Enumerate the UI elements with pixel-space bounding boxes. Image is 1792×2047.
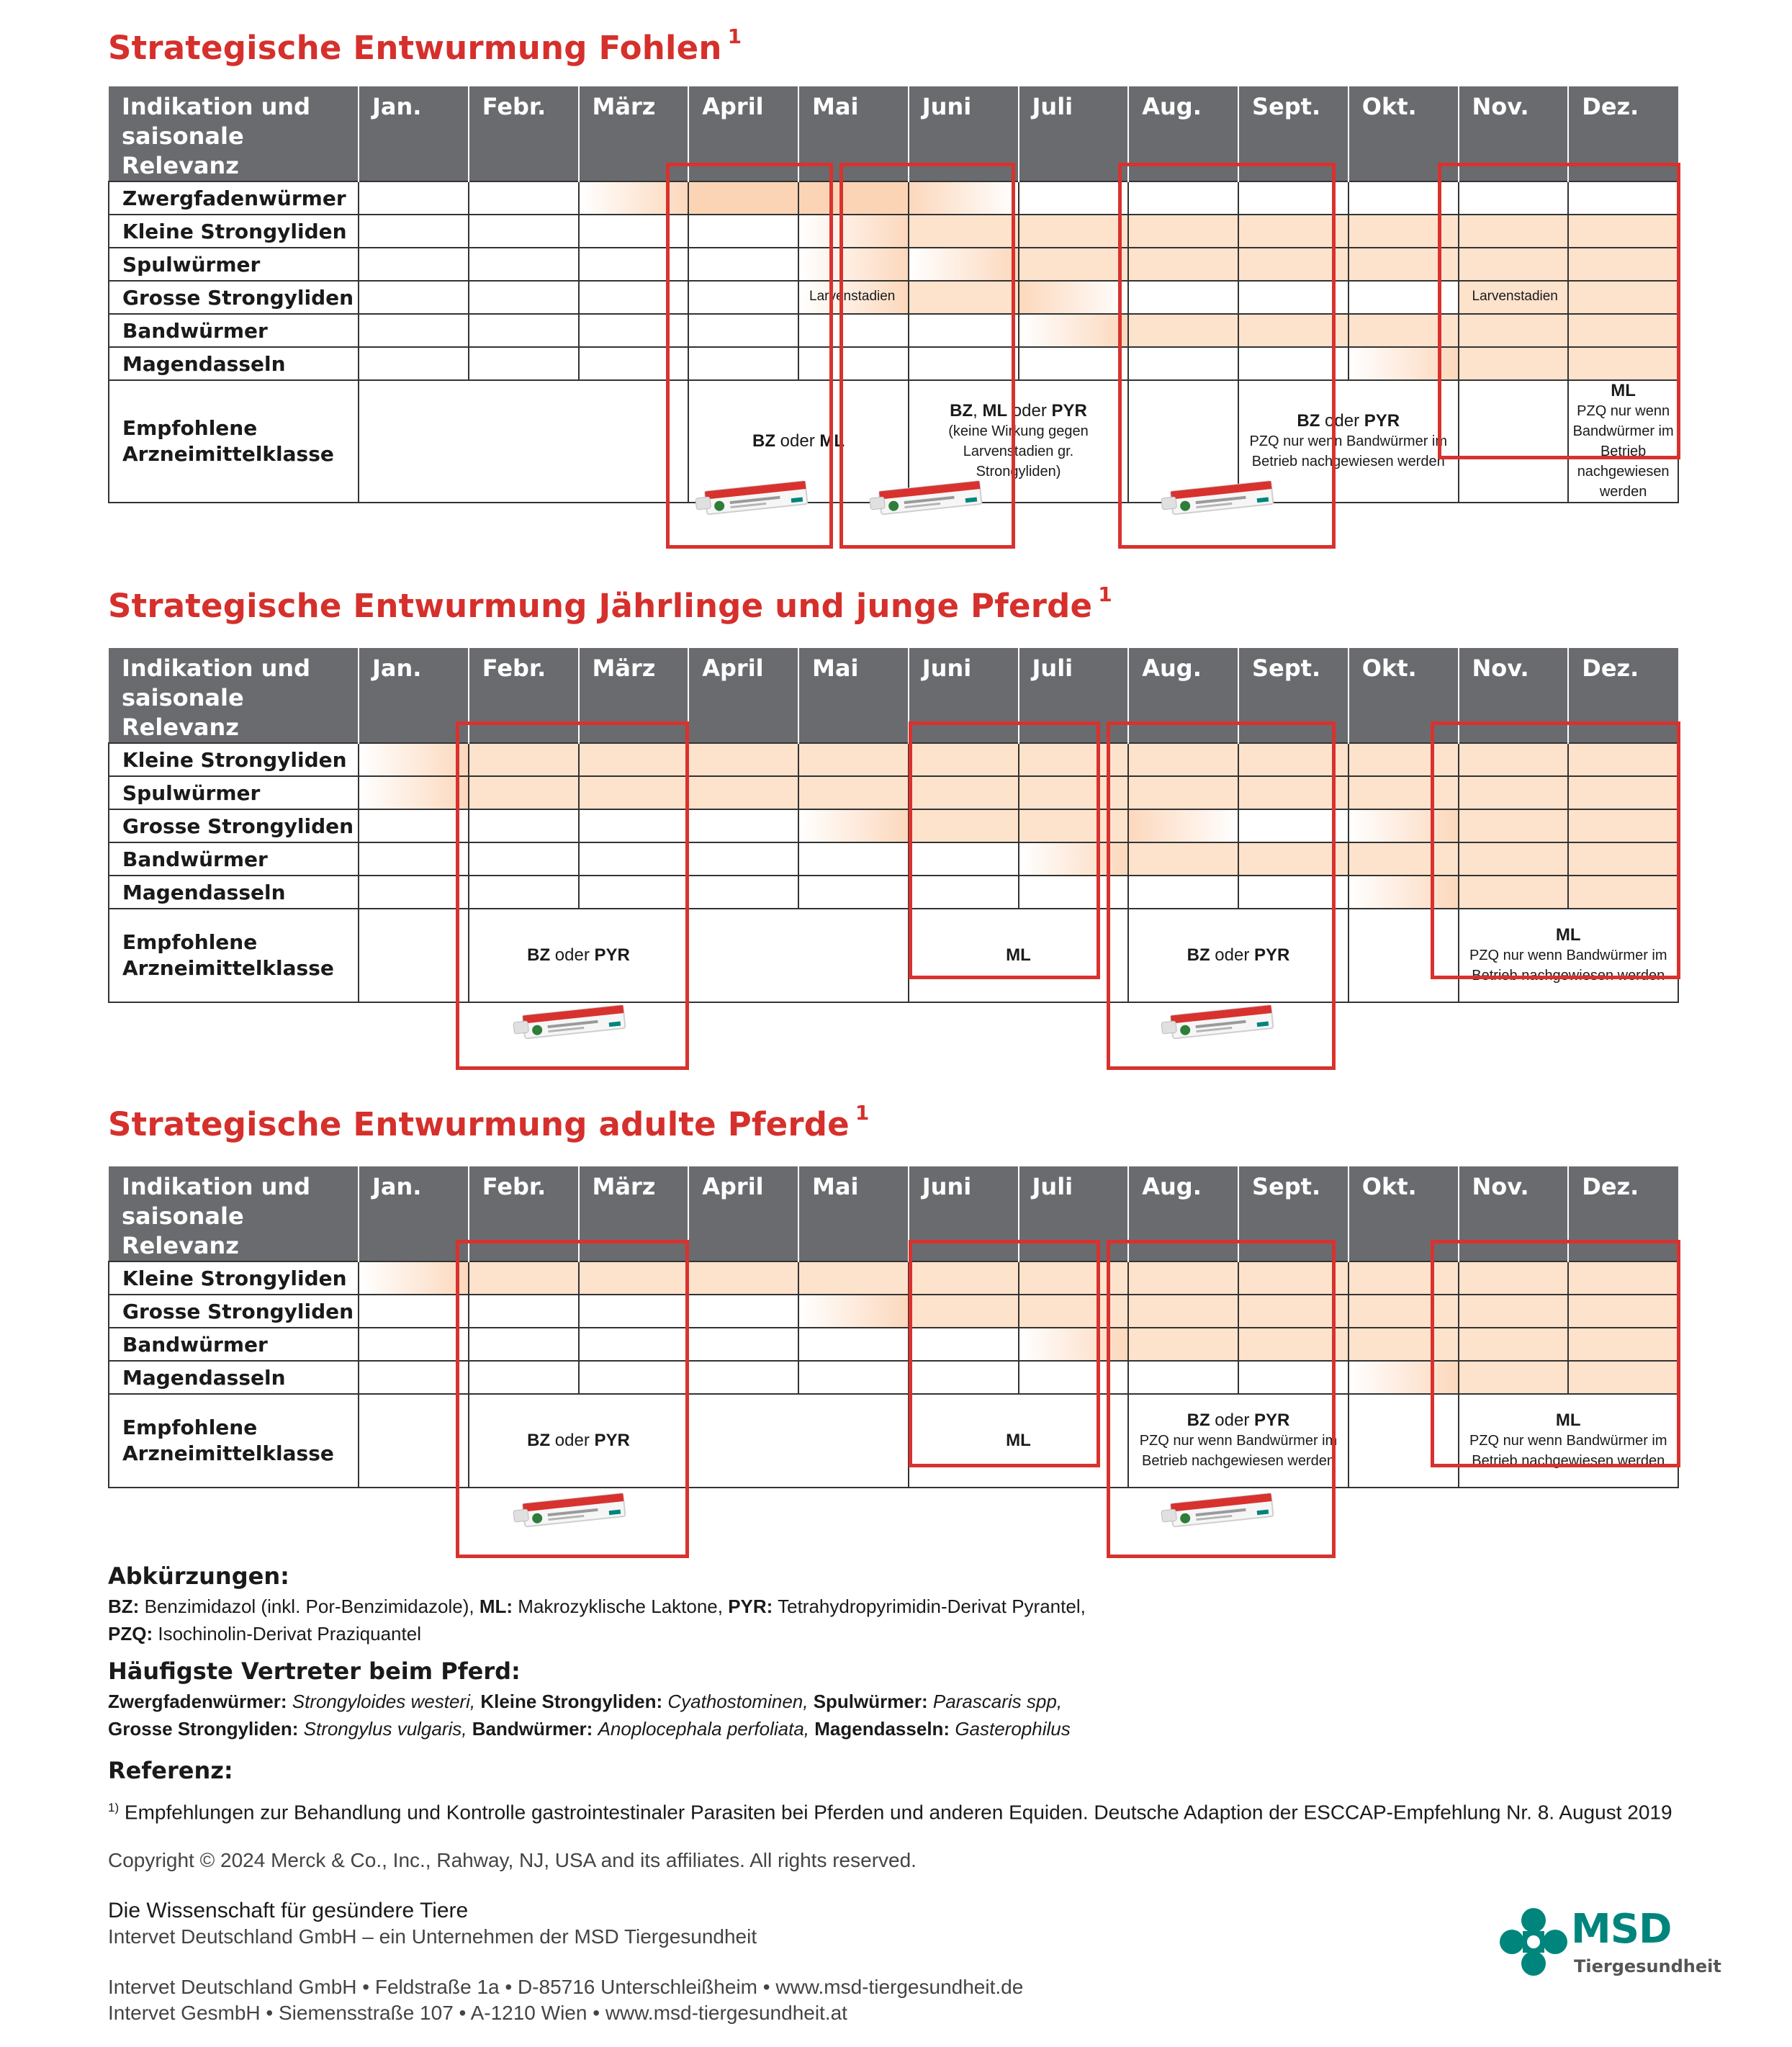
address-de: Intervet Deutschland GmbH • Feldstraße 1a • D-85716 Unterschleißheim • www.msd-tiergesundheit.de — [108, 1976, 1024, 1998]
row-label: Magendasseln — [109, 347, 359, 380]
section-title: Strategische Entwurmung Fohlen $^1$ — [108, 24, 742, 67]
row-label: Magendasseln — [109, 876, 359, 909]
row-label: Spulwürmer — [109, 776, 359, 809]
larval-stage-note: Larvenstadien — [809, 289, 896, 304]
table-row — [109, 876, 1678, 909]
reference-block — [108, 1757, 1728, 1826]
rec-label: Empfohlene Arzneimittelklasse — [109, 909, 359, 1002]
table-row — [109, 776, 1678, 809]
month-header: Juni — [909, 86, 1019, 181]
recommendation-row — [109, 909, 1678, 1002]
month-header: April — [688, 648, 798, 743]
month-header: Mai — [798, 1166, 909, 1261]
table-header — [109, 86, 1678, 181]
slogan: Die Wissenschaft für gesündere Tiere — [108, 1899, 469, 1922]
table-header — [109, 648, 1678, 743]
abbreviations-line: PZQ: Isochinolin-Derivat Praziquantel — [108, 1623, 421, 1645]
reference-text: $^{1)}$ Empfehlungen zur Behandlung und Kontrolle gastrointestinaler Parasiten bei Pferden und anderen Equiden. Deutsche Adaption der ESCCAP-Empfehlung Nr. 8. August 2019 — [108, 1801, 1672, 1824]
recommendation-row — [109, 1394, 1678, 1488]
month-header: April — [688, 1166, 798, 1261]
table-header — [109, 1166, 1678, 1261]
month-header: Aug. — [1128, 1166, 1238, 1261]
month-header: Febr. — [469, 1166, 579, 1261]
abbreviations-block — [108, 1562, 1728, 1647]
month-header: Okt. — [1348, 86, 1459, 181]
month-header: Juli — [1019, 86, 1129, 181]
table-row — [109, 1361, 1678, 1394]
month-header: Jan. — [359, 1166, 469, 1261]
product-tube-image — [1156, 1480, 1278, 1537]
header-label: Indikation und saisonale Relevanz — [109, 648, 359, 743]
month-header: Jan. — [359, 86, 469, 181]
abbreviations-line: BZ: Benzimidazol (inkl. Por-Benzimidazole), ML: Makrozyklische Laktone, PYR: Tetrahydropyrimidin-Derivat Pyrantel, — [108, 1596, 1086, 1617]
schedule-table — [108, 1166, 1679, 1488]
table-row — [109, 248, 1678, 281]
row-label: Grosse Strongyliden — [109, 1295, 359, 1328]
section-foals — [108, 24, 1678, 500]
recommendation-cell: ML PZQ nur wenn Bandwürmer im Betrieb nachgewiesen werden — [1568, 380, 1678, 503]
recommendation-cell: ML — [909, 1394, 1129, 1488]
recommendation-cell: BZ oder PYR — [469, 1394, 689, 1488]
larval-stage-note: Larvenstadien — [1472, 289, 1558, 304]
month-header: Mai — [798, 648, 909, 743]
month-header: Sept. — [1238, 1166, 1348, 1261]
month-header: Nov. — [1459, 1166, 1569, 1261]
copyright: Copyright © 2024 Merck & Co., Inc., Rahway, NJ, USA and its affiliates. All rights reserved. — [108, 1849, 917, 1871]
recommendation-cell: BZ oder PYR PZQ nur wenn Bandwürmer im Betrieb nachgewiesen werden — [1128, 1394, 1348, 1488]
table-row — [109, 842, 1678, 876]
header-label: Indikation und saisonale Relevanz — [109, 86, 359, 181]
section-title: Strategische Entwurmung Jährlinge und junge Pferde $^1$ — [108, 582, 1112, 625]
recommendation-cell: BZ oder PYR — [1128, 909, 1348, 1002]
representatives-heading: Häufigste Vertreter beim Pferd: — [108, 1657, 521, 1685]
product-tube-image — [508, 992, 630, 1048]
recommendation-cell: ML PZQ nur wenn Bandwürmer im Betrieb nachgewiesen werden — [1459, 1394, 1679, 1488]
month-header: Febr. — [469, 86, 579, 181]
month-header: Juni — [909, 1166, 1019, 1261]
abbreviations-heading: Abkürzungen: — [108, 1562, 289, 1590]
section-yearlings — [108, 582, 1678, 984]
rec-label: Empfohlene Arzneimittelklasse — [109, 380, 359, 503]
month-header: Dez. — [1568, 1166, 1678, 1261]
section-title: Strategische Entwurmung adulte Pferde $^1$ — [108, 1101, 870, 1143]
month-header: Sept. — [1238, 648, 1348, 743]
recommendation-cell: BZ, ML oder PYR (keine Wirkung gegen Larvenstadien gr. Strongyliden) — [909, 380, 1129, 503]
row-label: Magendasseln — [109, 1361, 359, 1394]
section-adult-horses — [108, 1101, 1678, 1469]
month-header: Nov. — [1459, 648, 1569, 743]
representatives-line: Grosse Strongyliden: Strongylus vulgaris, Bandwürmer: Anoplocephala perfoliata, Magendasseln: Gasterophilus — [108, 1718, 1071, 1740]
msd-logo-subtext: Tiergesundheit — [1574, 1956, 1721, 1976]
msd-logo — [1498, 1904, 1721, 1984]
month-header: Jan. — [359, 648, 469, 743]
month-header: Juli — [1019, 1166, 1129, 1261]
rec-label: Empfohlene Arzneimittelklasse — [109, 1394, 359, 1488]
month-header: Aug. — [1128, 86, 1238, 181]
table-row — [109, 743, 1678, 776]
month-header: Mai — [798, 86, 909, 181]
msd-logo-text: MSD — [1571, 1906, 1672, 1953]
row-label: Spulwürmer — [109, 248, 359, 281]
header-label: Indikation und saisonale Relevanz — [109, 1166, 359, 1261]
month-header: Dez. — [1568, 86, 1678, 181]
reference-heading: Referenz: — [108, 1757, 233, 1784]
row-label: Kleine Strongyliden — [109, 743, 359, 776]
row-label: Kleine Strongyliden — [109, 1261, 359, 1295]
month-header: März — [579, 648, 689, 743]
table-row — [109, 281, 1678, 314]
row-label: Bandwürmer — [109, 314, 359, 347]
month-header: Febr. — [469, 648, 579, 743]
month-header: April — [688, 86, 798, 181]
table-row — [109, 347, 1678, 380]
month-header: Okt. — [1348, 648, 1459, 743]
recommendation-cell: ML PZQ nur wenn Bandwürmer im Betrieb nachgewiesen werden — [1459, 909, 1679, 1002]
product-tube-image — [1156, 992, 1278, 1048]
company-line: Intervet Deutschland GmbH – ein Unternehmen der MSD Tiergesundheit — [108, 1925, 757, 1948]
recommendation-cell: BZ oder PYR — [469, 909, 689, 1002]
month-header: Aug. — [1128, 648, 1238, 743]
row-label: Grosse Strongyliden — [109, 809, 359, 842]
representatives-block — [108, 1657, 1728, 1742]
schedule-table — [108, 86, 1679, 503]
row-label: Zwergfadenwürmer — [109, 181, 359, 215]
product-tube-image — [1156, 468, 1278, 524]
product-tube-image — [864, 468, 986, 524]
table-row — [109, 1295, 1678, 1328]
product-tube-image — [690, 468, 812, 524]
table-row — [109, 1328, 1678, 1361]
month-header: März — [579, 86, 689, 181]
month-header: Dez. — [1568, 648, 1678, 743]
msd-logo-icon — [1498, 1906, 1570, 1978]
month-header: Juli — [1019, 648, 1129, 743]
month-header: Sept. — [1238, 86, 1348, 181]
month-header: März — [579, 1166, 689, 1261]
table-row — [109, 809, 1678, 842]
table-row — [109, 215, 1678, 248]
table-row — [109, 181, 1678, 215]
month-header: Okt. — [1348, 1166, 1459, 1261]
schedule-table — [108, 648, 1679, 1003]
table-row — [109, 314, 1678, 347]
row-label: Kleine Strongyliden — [109, 215, 359, 248]
recommendation-cell: ML — [909, 909, 1129, 1002]
address-at: Intervet GesmbH • Siemensstraße 107 • A-1210 Wien • www.msd-tiergesundheit.at — [108, 2002, 847, 2024]
month-header: Juni — [909, 648, 1019, 743]
recommendation-cell: BZ oder PYR PZQ nur wenn Bandwürmer im Betrieb nachgewiesen werden — [1238, 380, 1459, 503]
row-label: Bandwürmer — [109, 842, 359, 876]
company-block — [108, 1898, 1728, 2026]
month-header: Nov. — [1459, 86, 1569, 181]
row-label: Bandwürmer — [109, 1328, 359, 1361]
table-row — [109, 1261, 1678, 1295]
row-label: Grosse Strongyliden — [109, 281, 359, 314]
recommendation-cell: BZ oder ML — [688, 380, 909, 503]
representatives-line: Zwergfadenwürmer: Strongyloides westeri, Kleine Strongyliden: Cyathostominen, Spulwürmer: Parascaris spp, — [108, 1691, 1063, 1712]
product-tube-image — [508, 1480, 630, 1537]
